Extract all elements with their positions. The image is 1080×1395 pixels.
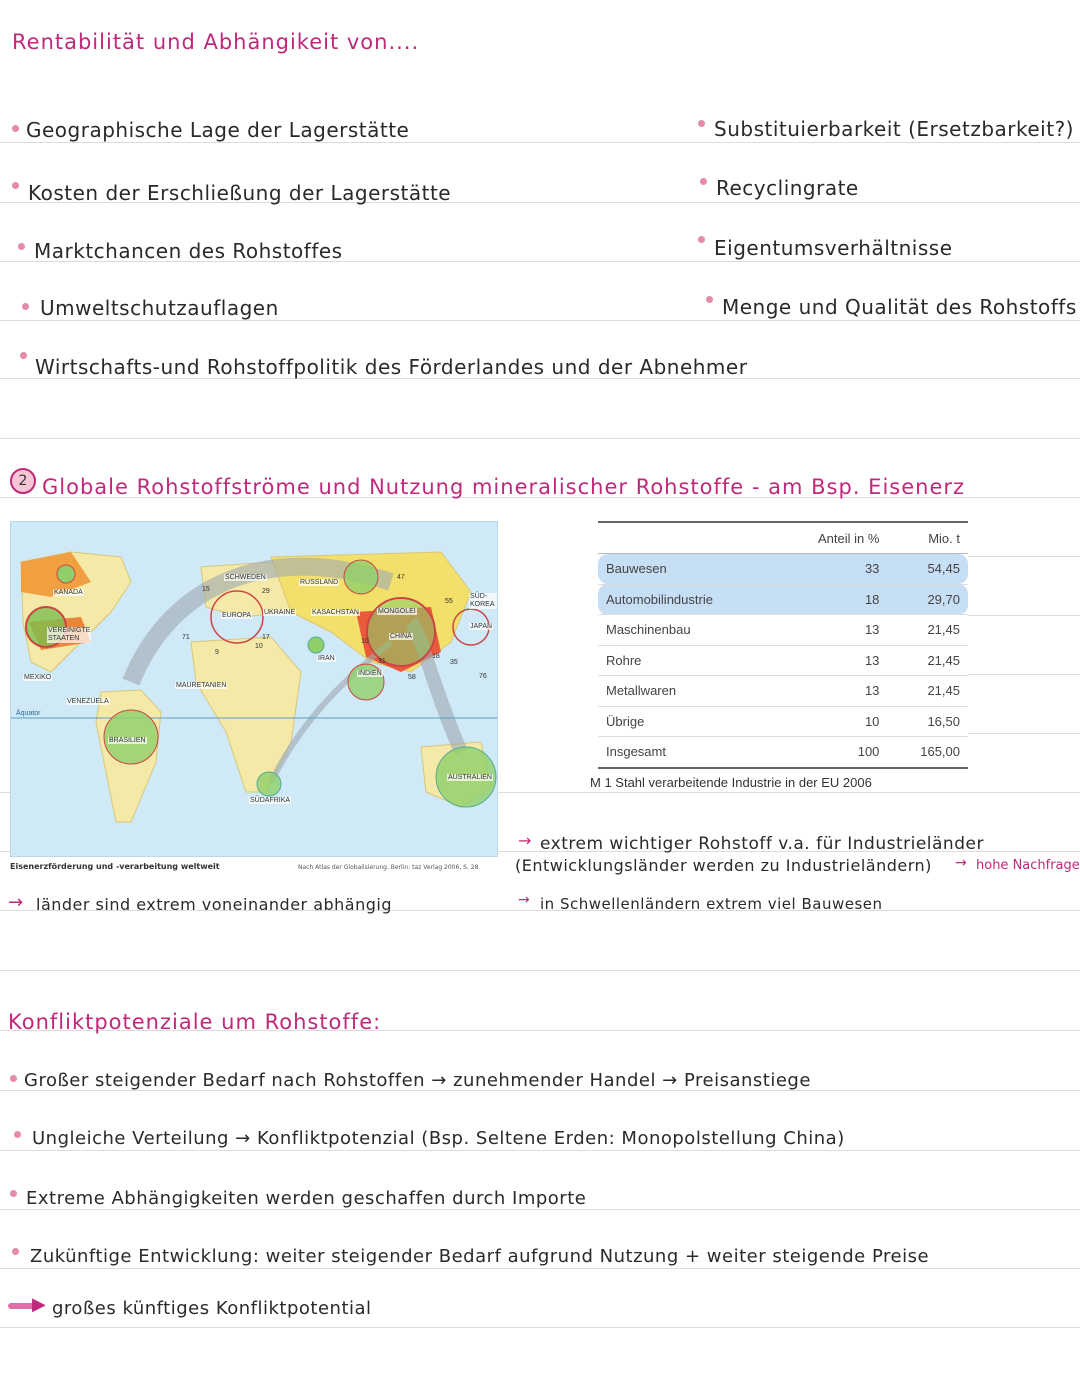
map-number: 47 (397, 574, 405, 581)
map-caption: Eisenerzförderung und -verarbeitung weltweit (10, 862, 220, 871)
note-right-1: extrem wichtiger Rohstoff v.a. für Industrieländer (540, 834, 984, 854)
row-share: 13 (776, 676, 888, 707)
map-label: SÜDAFRIKA (250, 797, 291, 804)
production-circle (344, 560, 378, 594)
section-number-badge: 2 (10, 468, 36, 494)
map-source: Nach Atlas der Globalisierung. Berlin: taz Verlag 2006, S. 28 (298, 864, 479, 871)
section1-title: Rentabilität und Abhängikeit von.... (12, 30, 420, 54)
map-number: 29 (262, 588, 270, 595)
notebook-line (0, 1150, 1080, 1151)
map-number: 35 (450, 659, 458, 666)
map-label: VENEZUELA (67, 698, 109, 705)
map-number: 55 (445, 598, 453, 605)
right-item: Recyclingrate (716, 176, 859, 200)
map-label: IRAN (318, 655, 335, 662)
arrow-icon: → (518, 892, 531, 908)
map-label: RUSSLAND (300, 579, 339, 586)
table-row (598, 554, 968, 585)
conflict-item: Ungleiche Verteilung → Konfliktpotenzial (Bsp. Seltene Erden: Monopolstellung China) (32, 1128, 845, 1149)
bullet-dot (18, 243, 25, 250)
row-share: 33 (776, 554, 888, 585)
table-row (598, 615, 968, 646)
map-label: SÜD-KOREA (469, 593, 497, 609)
arrow-icon: → (8, 892, 24, 913)
production-circle (257, 772, 281, 796)
notebook-line (0, 438, 1080, 439)
notebook-line (0, 1327, 1080, 1328)
left-item: Wirtschafts-und Rohstoffpolitik des Förderlandes und der Abnehmer (35, 355, 748, 379)
map-number: 9 (215, 649, 219, 656)
conflict-item: Extreme Abhängigkeiten werden geschaffen durch Importe (26, 1188, 587, 1209)
note-right-3: in Schwellenländern extrem viel Bauwesen (540, 895, 883, 913)
row-label: Bauwesen (598, 554, 776, 585)
bullet-dot (698, 236, 705, 243)
row-mio: 16,50 (887, 706, 968, 737)
row-label: Rohre (598, 645, 776, 676)
map-number: 18 (432, 653, 440, 660)
note-right-2-tail: hohe Nachfrage (976, 858, 1080, 873)
row-share: 10 (776, 706, 888, 737)
map-label: SCHWEDEN (225, 574, 266, 581)
row-share: 18 (776, 584, 888, 615)
map-number: 10 (255, 643, 263, 650)
row-label: Maschinenbau (598, 615, 776, 646)
left-item: Umweltschutzauflagen (40, 296, 279, 320)
map-label: AUSTRALIEN (448, 774, 492, 781)
notebook-line (0, 1209, 1080, 1210)
conflict-item: Zukünftige Entwicklung: weiter steigender Bedarf aufgrund Nutzung + weiter steigende Preise (30, 1246, 930, 1267)
row-mio: 54,45 (887, 554, 968, 585)
row-mio: 21,45 (887, 615, 968, 646)
world-map (10, 521, 498, 857)
steel-industry-table (598, 521, 968, 769)
row-label: Insgesamt (598, 737, 776, 768)
map-label: INDIEN (358, 670, 382, 677)
notebook-line (968, 556, 1080, 557)
bullet-dot (12, 182, 19, 189)
conflict-item: Großer steigender Bedarf nach Rohstoffen → zunehmender Handel → Preisanstiege (24, 1070, 811, 1091)
section3-title: Konfliktpotenziale um Rohstoffe: (8, 1010, 382, 1034)
table-header: Mio. t (887, 522, 968, 554)
notebook-line (0, 970, 1080, 971)
table-row (598, 584, 968, 615)
bullet-dot (700, 178, 707, 185)
notebook-line (968, 733, 1080, 734)
table-caption: M 1 Stahl verarbeitende Industrie in der EU 2006 (590, 775, 872, 790)
notebook-line (0, 1268, 1080, 1269)
bullet-dot (12, 125, 19, 132)
bullet-dot (10, 1075, 17, 1082)
africa-shape (191, 637, 301, 792)
map-label: MEXIKO (24, 674, 52, 681)
notebook-line (0, 142, 1080, 143)
row-share: 100 (776, 737, 888, 768)
row-mio: 21,45 (887, 676, 968, 707)
note-left: länder sind extrem voneinander abhängig (36, 895, 393, 914)
notebook-line (968, 615, 1080, 616)
left-item: Marktchancen des Rohstoffes (34, 239, 343, 263)
row-mio: 29,70 (887, 584, 968, 615)
row-mio: 21,45 (887, 645, 968, 676)
map-number: 31 (378, 658, 386, 665)
map-number: 10 (361, 638, 369, 645)
row-label: Übrige (598, 706, 776, 737)
row-label: Metallwaren (598, 676, 776, 707)
table-row (598, 676, 968, 707)
section2-title: Globale Rohstoffströme und Nutzung mineralischer Rohstoffe - am Bsp. Eisenerz (42, 475, 966, 499)
map-number: 15 (202, 586, 210, 593)
map-number: 17 (262, 634, 270, 641)
production-circle (308, 637, 324, 653)
conclusion-text: großes künftiges Konfliktpotential (52, 1298, 372, 1319)
note-right-2: (Entwicklungsländer werden zu Industrieländern) (515, 856, 932, 875)
arrow-icon: → (518, 831, 532, 850)
right-item: Eigentumsverhältnisse (714, 236, 953, 260)
table-row (598, 645, 968, 676)
arrow-head-icon: ▶ (32, 1294, 47, 1315)
right-item: Substituierbarkeit (Ersetzbarkeit?) (714, 117, 1074, 141)
map-label: BRASILIEN (109, 737, 146, 744)
left-item: Geographische Lage der Lagerstätte (26, 118, 410, 142)
map-label: KASACHSTAN (312, 609, 359, 616)
table-header (598, 522, 776, 554)
right-item: Menge und Qualität des Rohstoffs (722, 295, 1077, 319)
map-label: CHINA (390, 633, 412, 640)
world-map-graphic (11, 522, 497, 856)
map-label: UKRAINE (264, 609, 296, 616)
row-mio: 165,00 (887, 737, 968, 768)
map-label: MONGOLEI (378, 608, 416, 615)
map-label: MAURETANIEN (176, 682, 227, 689)
map-label: KANADA (54, 589, 83, 596)
table-row (598, 706, 968, 737)
bullet-dot (22, 303, 29, 310)
bullet-dot (10, 1190, 17, 1197)
production-circle (57, 565, 75, 583)
table-row (598, 737, 968, 768)
notebook-line (0, 320, 1080, 321)
row-share: 13 (776, 645, 888, 676)
notebook-line (968, 674, 1080, 675)
map-number: 58 (408, 674, 416, 681)
map-label: JAPAN (470, 623, 493, 630)
table-header-row (598, 522, 968, 554)
bullet-dot (14, 1131, 21, 1138)
map-number: 76 (479, 673, 487, 680)
arrow-icon: → (955, 855, 968, 871)
left-item: Kosten der Erschließung der Lagerstätte (28, 181, 452, 205)
row-label: Automobilindustrie (598, 584, 776, 615)
bullet-dot (698, 120, 705, 127)
table-header: Anteil in % (776, 522, 888, 554)
map-label: EUROPA (222, 612, 252, 619)
map-label: VEREINIGTE STAATEN (48, 627, 91, 642)
row-share: 13 (776, 615, 888, 646)
bullet-dot (12, 1248, 19, 1255)
bullet-dot (20, 352, 27, 359)
map-label: Äquator (16, 710, 41, 717)
bullet-dot (706, 296, 713, 303)
map-number: 71 (182, 634, 190, 641)
